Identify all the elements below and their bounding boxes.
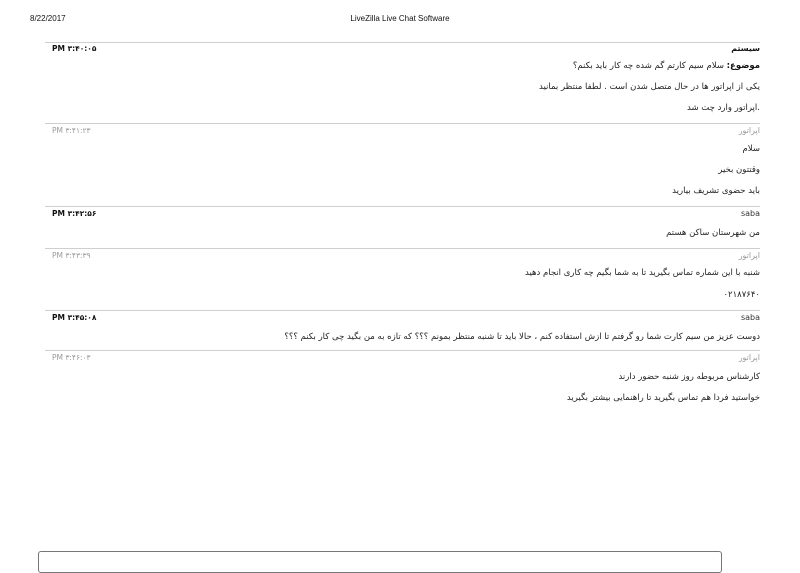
message-time: PM ۳:۴۳:۳۹ xyxy=(52,251,91,260)
message-sender: saba xyxy=(740,313,760,322)
message-text: یکی از اپراتور ها در حال متصل شدن است . لطفا منتظر بمانید xyxy=(539,82,760,92)
message-time: PM ۳:۴۰:۰۵ xyxy=(52,44,97,53)
message-sender: اپراتور xyxy=(738,353,760,362)
message-time: PM ۳:۴۱:۲۳ xyxy=(52,126,91,135)
subject-label: موضوع: xyxy=(726,61,760,71)
message-divider xyxy=(45,206,760,207)
message-divider xyxy=(45,310,760,311)
message-text: خواستید فردا هم تماس بگیرید تا راهنمایی بیشتر بگیرید xyxy=(566,393,760,403)
message-text: من شهرستان ساکن هستم xyxy=(666,228,760,238)
message-sender: اپراتور xyxy=(738,251,760,260)
message-divider xyxy=(45,248,760,249)
message-divider xyxy=(45,123,760,124)
message-subject-line xyxy=(573,61,760,71)
message-time: PM ۳:۴۲:۵۶ xyxy=(52,209,97,218)
message-text: وقتتون بخیر xyxy=(718,165,760,175)
page-title: LiveZilla Live Chat Software xyxy=(350,14,450,23)
message-text: سلام سیم کارتم گم شده چه کار باید بکنم؟ xyxy=(572,61,724,71)
message-divider xyxy=(45,42,760,43)
message-sender: saba xyxy=(740,209,760,218)
message-sender: اپراتور xyxy=(738,126,760,135)
footer-frame xyxy=(38,551,722,573)
message-divider xyxy=(45,350,760,351)
message-time: PM ۳:۴۵:۰۸ xyxy=(52,313,97,322)
message-text: باید حضوی تشریف بیارید xyxy=(672,186,760,196)
page-header xyxy=(0,14,800,28)
message-text: سلام xyxy=(742,144,760,154)
message-text: .اپراتور وارد چت شد xyxy=(687,103,760,113)
message-text: شنبه با این شماره تماس بگیرید تا به شما بگیم چه کاری انجام دهید xyxy=(524,268,760,278)
message-text: کارشناس مربوطه روز شنبه حضور دارند xyxy=(618,372,760,382)
message-text: ۰۲۱۸۷۶۴۰ xyxy=(723,290,760,300)
message-time: PM ۳:۴۶:۰۳ xyxy=(52,353,91,362)
message-sender: سیستم xyxy=(731,44,760,53)
print-date: 8/22/2017 xyxy=(30,14,66,23)
message-text: دوست عزیز من سیم کارت شما رو گرفتم تا ازش استفاده کنم ، حالا باید تا شنبه منتظر بمونم ؟؟؟ که تازه به من بگید چی کار بکنم ؟؟؟ xyxy=(284,332,760,342)
